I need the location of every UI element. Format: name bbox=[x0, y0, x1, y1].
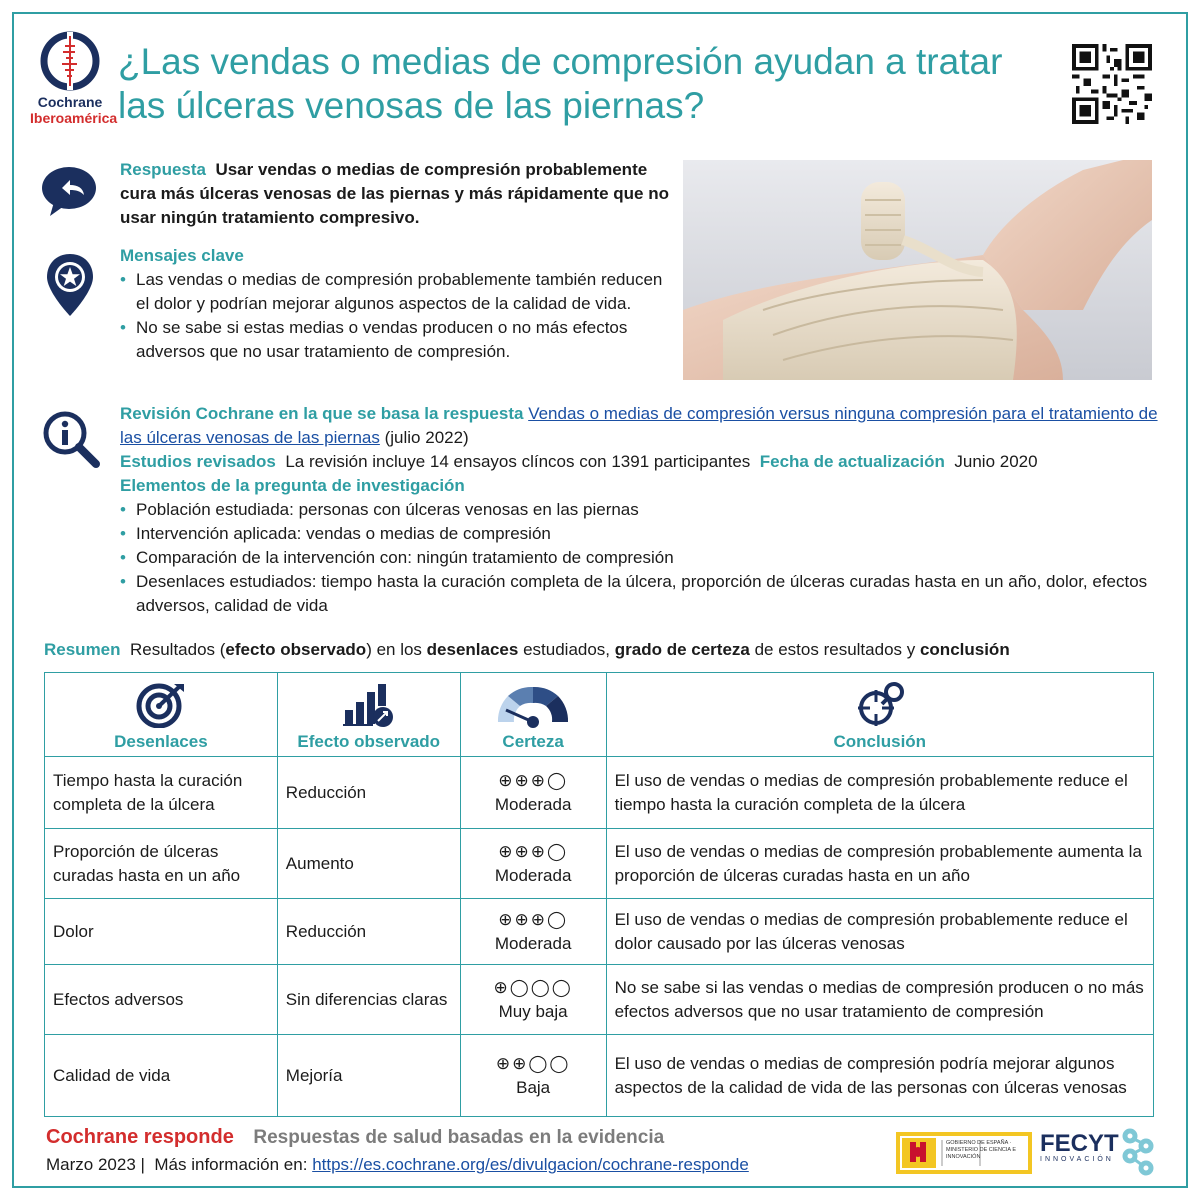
certainty-symbols: ⊕⊕⊕◯ bbox=[498, 909, 569, 929]
revision-label: Revisión Cochrane en la que se basa la respuesta bbox=[120, 404, 524, 423]
footer-date: Marzo 2023 bbox=[46, 1155, 136, 1174]
resumen-line bbox=[44, 638, 1164, 662]
resumen-bold-2: desenlaces bbox=[426, 640, 519, 659]
effect-cell: Mejoría bbox=[277, 1035, 460, 1117]
fecyt-molecule-icon bbox=[1118, 1128, 1158, 1176]
bandaged-leg-photo bbox=[683, 160, 1152, 380]
results-table bbox=[44, 672, 1154, 1117]
effect-cell: Reducción bbox=[277, 757, 460, 829]
respuesta-text: Usar vendas o medias de compresión probablemente cura más úlceras venosas de las piernas y más rápidamente que no usar ningún tratamiento compresivo. bbox=[120, 160, 669, 227]
conclusion-cell: El uso de vendas o medias de compresión probablemente reduce el dolor causado por las úlceras venosas bbox=[606, 899, 1153, 965]
target-icon bbox=[136, 682, 186, 728]
logo-line-2: Iberoamérica bbox=[30, 110, 118, 126]
fecha-label: Fecha de actualización bbox=[759, 452, 945, 471]
effect-cell: Sin diferencias claras bbox=[277, 965, 460, 1035]
header-certeza bbox=[460, 673, 606, 757]
conclusion-cell: El uso de vendas o medias de compresión probablemente reduce el tiempo hasta la curación completa de la úlcera bbox=[606, 757, 1153, 829]
table-row bbox=[45, 965, 1154, 1035]
effect-cell: Aumento bbox=[277, 829, 460, 899]
header-conclusion bbox=[606, 673, 1153, 757]
certainty-cell bbox=[460, 965, 606, 1035]
mensajes-clave-block bbox=[120, 244, 680, 364]
page-title: ¿Las vendas o medias de compresión ayudan a tratar las úlceras venosas de las piernas? bbox=[118, 41, 1003, 126]
effect-cell: Reducción bbox=[277, 899, 460, 965]
conclusion-cell: El uso de vendas o medias de compresión podría mejorar algunos aspectos de la calidad de vida de las personas con úlceras venosas bbox=[606, 1035, 1153, 1117]
footer-info-line: Marzo 2023 | Más información en: https://es.cochrane.org/es/divulgacion/cochrane-responde bbox=[46, 1155, 749, 1174]
footer-url-link[interactable]: https://es.cochrane.org/es/divulgacion/cochrane-responde bbox=[312, 1155, 749, 1174]
outcome-cell: Proporción de úlceras curadas hasta en un año bbox=[45, 829, 278, 899]
resumen-text-4: de estos resultados y bbox=[749, 640, 920, 659]
resumen-label: Resumen bbox=[44, 640, 121, 659]
elementos-list bbox=[120, 498, 1170, 618]
fecyt-text: FECYT bbox=[1040, 1130, 1119, 1157]
revision-date: (julio 2022) bbox=[384, 428, 469, 447]
certainty-symbols: ⊕⊕◯◯ bbox=[495, 1053, 571, 1073]
list-item: • No se sabe si estas medias o vendas producen o no más efectos adversos que no usar tratamiento de compresión. bbox=[120, 316, 680, 364]
certainty-label: Moderada bbox=[494, 865, 572, 885]
cochrane-logo-icon bbox=[39, 30, 101, 92]
conclusion-cell: El uso de vendas o medias de compresión probablemente aumenta la proporción de úlceras curadas hasta en un año bbox=[606, 829, 1153, 899]
fecyt-logo bbox=[1040, 1130, 1119, 1163]
header-label: Certeza bbox=[502, 731, 564, 751]
certainty-cell bbox=[460, 1035, 606, 1117]
certainty-cell bbox=[460, 757, 606, 829]
gobierno-espana-logo bbox=[896, 1132, 1032, 1174]
cochrane-logo bbox=[30, 30, 118, 126]
fecyt-subtext: INNOVACIÓN bbox=[1040, 1156, 1114, 1163]
table-row bbox=[45, 829, 1154, 899]
footer-tagline: Respuestas de salud basadas en la evidencia bbox=[253, 1127, 665, 1148]
footer-brand-line bbox=[46, 1126, 664, 1149]
list-item: • Intervención aplicada: vendas o medias de compresión bbox=[120, 522, 1170, 546]
header-label: Desenlaces bbox=[114, 731, 208, 751]
certainty-cell bbox=[460, 829, 606, 899]
certainty-symbols: ⊕◯◯◯ bbox=[493, 977, 573, 997]
estudios-label: Estudios revisados bbox=[120, 452, 276, 471]
resumen-text-2: ) en los bbox=[366, 640, 427, 659]
certainty-cell bbox=[460, 899, 606, 965]
mensajes-list bbox=[120, 268, 680, 364]
table-row bbox=[45, 757, 1154, 829]
outcome-cell: Calidad de vida bbox=[45, 1035, 278, 1117]
list-item: • Población estudiada: personas con úlceras venosas en las piernas bbox=[120, 498, 1170, 522]
outcome-cell: Efectos adversos bbox=[45, 965, 278, 1035]
logo-line-1: Cochrane bbox=[37, 94, 103, 110]
fecha-text: Junio 2020 bbox=[954, 452, 1038, 471]
qr-code-icon[interactable] bbox=[1072, 44, 1152, 124]
certainty-label: Moderada bbox=[494, 933, 572, 953]
bar-chart-icon bbox=[343, 682, 395, 728]
footer-more-label: Más información en: bbox=[154, 1155, 308, 1174]
table-header-row bbox=[45, 673, 1154, 757]
resumen-bold-3: grado de certeza bbox=[614, 640, 750, 659]
header-label: Conclusión bbox=[833, 731, 927, 751]
estudios-line bbox=[120, 450, 1170, 474]
header-label: Efecto observado bbox=[297, 731, 441, 751]
revision-block bbox=[120, 402, 1170, 618]
certainty-label: Muy baja bbox=[498, 1001, 568, 1021]
footer-brand: Cochrane responde bbox=[46, 1126, 234, 1148]
respuesta-label: Respuesta bbox=[120, 160, 206, 179]
table-row bbox=[45, 899, 1154, 965]
certainty-symbols: ⊕⊕⊕◯ bbox=[498, 841, 569, 861]
info-magnifier-icon bbox=[42, 410, 100, 468]
certainty-label: Moderada bbox=[494, 794, 572, 814]
certainty-label: Baja bbox=[516, 1077, 551, 1097]
list-item: • Comparación de la intervención con: ningún tratamiento de compresión bbox=[120, 546, 1170, 570]
certainty-symbols: ⊕⊕⊕◯ bbox=[498, 770, 569, 790]
outcome-cell: Dolor bbox=[45, 899, 278, 965]
respuesta-block bbox=[120, 158, 680, 230]
review-link[interactable]: Vendas o medias de compresión versus ninguna compresión para el tratamiento de las úlceras venosas de las piernas bbox=[120, 404, 1158, 447]
revision-line bbox=[120, 402, 1170, 450]
resumen-bold-4: conclusión bbox=[919, 640, 1010, 659]
resumen-bold-1: efecto observado bbox=[225, 640, 367, 659]
resumen-text-3: estudiados, bbox=[518, 640, 615, 659]
table-row bbox=[45, 1035, 1154, 1117]
estudios-text: La revisión incluye 14 ensayos clíncos con 1391 participantes bbox=[285, 452, 751, 471]
elementos-label: Elementos de la pregunta de investigación bbox=[120, 476, 465, 495]
header-efecto bbox=[277, 673, 460, 757]
list-item: • Las vendas o medias de compresión probablemente también reducen el dolor y podrían mejorar algunos aspectos de la calidad de vida. bbox=[120, 268, 680, 316]
reply-bubble-icon bbox=[40, 162, 98, 220]
conclusion-cell: No se sabe si las vendas o medias de compresión producen o no más efectos adversos que no usar tratamiento de compresión bbox=[606, 965, 1153, 1035]
gauge-icon bbox=[492, 682, 574, 728]
outcome-cell: Tiempo hasta la curación completa de la úlcera bbox=[45, 757, 278, 829]
gobierno-text: GOBIERNO DE ESPAÑA · MINISTERIO DE CIENCIA E INNOVACIÓN bbox=[946, 1140, 1016, 1160]
resumen-text-1: Resultados ( bbox=[129, 640, 226, 659]
header-desenlaces bbox=[45, 673, 278, 757]
crosshair-magnifier-icon bbox=[854, 682, 906, 728]
key-message-pin-icon bbox=[44, 252, 96, 318]
mensajes-label: Mensajes clave bbox=[120, 246, 244, 265]
list-item: • Desenlaces estudiados: tiempo hasta la curación completa de la úlcera, proporción de úlceras curadas hasta en un año, dolor, efectos adversos, calidad de vida bbox=[120, 570, 1170, 618]
